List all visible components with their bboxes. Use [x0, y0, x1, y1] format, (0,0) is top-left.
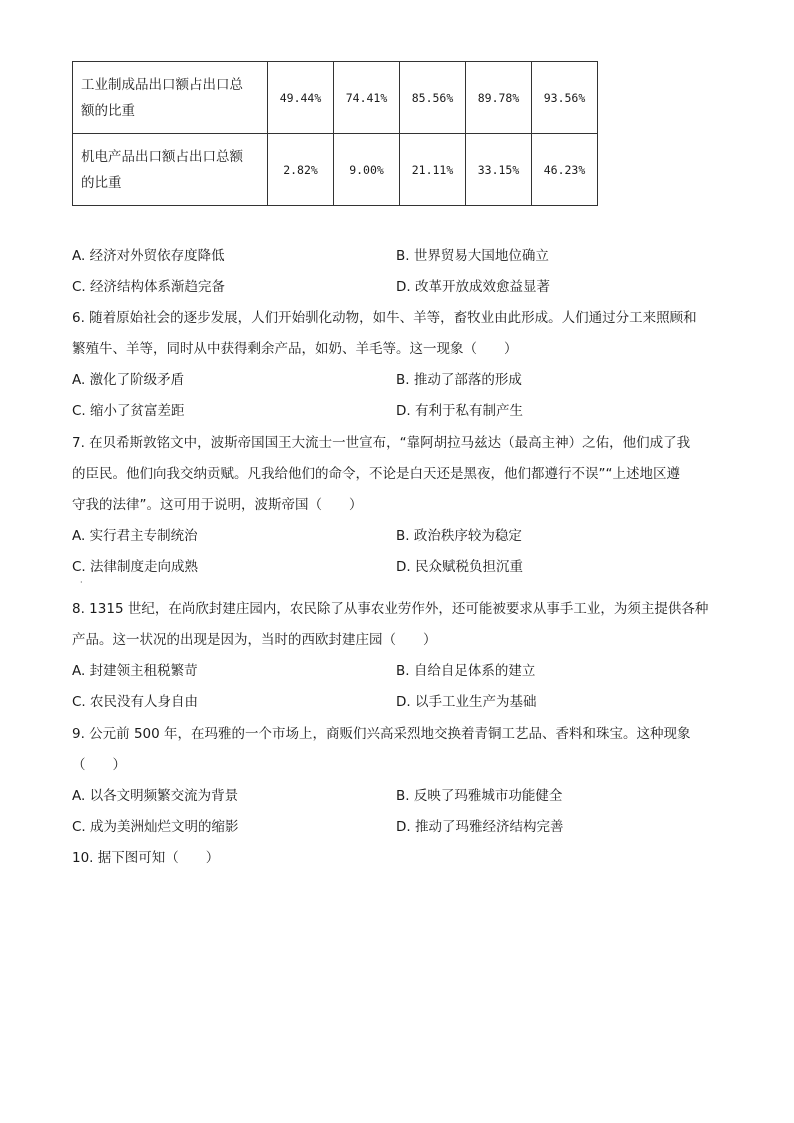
- q10-stem-line: 10. 据下图可知（ ）: [72, 850, 220, 866]
- q5-option-d[interactable]: D. 改革开放成效愈益显著: [396, 279, 550, 295]
- q9-option-c[interactable]: C. 成为美洲灿烂文明的缩影: [72, 819, 239, 835]
- q7-stem-line: 的臣民。他们向我交纳贡赋。凡我给他们的命令，不论是白天还是黑夜，他们都遵行不误”“上述地区遵: [72, 466, 680, 482]
- q5-option-a[interactable]: A. 经济对外贸依存度降低: [72, 248, 225, 264]
- q9-stem-line: 9. 公元前 500 年，在玛雅的一个市场上，商贩们兴高采烈地交换着青铜工艺品、香料和珠宝。这种现象: [72, 726, 691, 742]
- table-cell: 2.82%: [268, 134, 334, 206]
- row-label-line: 工业制成品出口额占出口总: [81, 76, 243, 93]
- row-label-line: 的比重: [81, 174, 122, 191]
- q5-option-c[interactable]: C. 经济结构体系渐趋完备: [72, 279, 226, 295]
- table-cell: 33.15%: [466, 134, 532, 206]
- q8-stem-line: 8. 1315 世纪，在尚欣封建庄园内，农民除了从事农业劳作外，还可能被要求从事手工业，为须主提供各种: [72, 601, 709, 617]
- q8-option-c[interactable]: C. 农民没有人身自由: [72, 694, 199, 710]
- table-cell: 21.11%: [400, 134, 466, 206]
- q9-option-d[interactable]: D. 推动了玛雅经济结构完善: [396, 819, 564, 835]
- row-label: [73, 62, 268, 134]
- q7-option-c[interactable]: C. 法律制度走向成熟: [72, 559, 199, 575]
- q8-option-a[interactable]: A. 封建领主租税繁苛: [72, 663, 198, 679]
- stray-dot: ·: [80, 578, 83, 587]
- table-row: [73, 134, 598, 206]
- row-label-line: 额的比重: [81, 102, 135, 119]
- table-cell: 46.23%: [532, 134, 598, 206]
- table-cell: 89.78%: [466, 62, 532, 134]
- q8-option-b[interactable]: B. 自给自足体系的建立: [396, 663, 536, 679]
- export-ratio-table: [72, 61, 598, 206]
- row-label: [73, 134, 268, 206]
- table-cell: 9.00%: [334, 134, 400, 206]
- q6-stem-line: 繁殖牛、羊等，同时从中获得剩余产品，如奶、羊毛等。这一现象（ ）: [72, 341, 518, 357]
- q6-option-a[interactable]: A. 激化了阶级矛盾: [72, 372, 185, 388]
- q9-option-b[interactable]: B. 反映了玛雅城市功能健全: [396, 788, 563, 804]
- q5-option-b[interactable]: B. 世界贸易大国地位确立: [396, 248, 549, 264]
- q6-option-c[interactable]: C. 缩小了贫富差距: [72, 403, 185, 419]
- q7-stem-line: 7. 在贝希斯敦铭文中，波斯帝国国王大流士一世宣布，“靠阿胡拉马兹达（最高主神）之佑，他们成了我: [72, 435, 691, 451]
- row-label-line: 机电产品出口额占出口总额: [81, 148, 243, 165]
- q8-stem-line: 产品。这一状况的出现是因为，当时的西欧封建庄园（ ）: [72, 632, 437, 648]
- q7-option-a[interactable]: A. 实行君主专制统治: [72, 528, 198, 544]
- q6-option-d[interactable]: D. 有利于私有制产生: [396, 403, 523, 419]
- q9-option-a[interactable]: A. 以各文明频繁交流为背景: [72, 788, 239, 804]
- q7-stem-line: 守我的法律”。这可用于说明，波斯帝国（ ）: [72, 497, 363, 513]
- q7-option-b[interactable]: B. 政治秩序较为稳定: [396, 528, 522, 544]
- table-cell: 74.41%: [334, 62, 400, 134]
- table-row: [73, 62, 598, 134]
- table-cell: 85.56%: [400, 62, 466, 134]
- q9-stem-line: （ ）: [72, 757, 126, 773]
- table-cell: 49.44%: [268, 62, 334, 134]
- q6-stem-line: 6. 随着原始社会的逐步发展，人们开始驯化动物，如牛、羊等，畜牧业由此形成。人们通过分工来照顾和: [72, 310, 697, 326]
- table-cell: 93.56%: [532, 62, 598, 134]
- q7-option-d[interactable]: D. 民众赋税负担沉重: [396, 559, 523, 575]
- q8-option-d[interactable]: D. 以手工业生产为基础: [396, 694, 537, 710]
- q6-option-b[interactable]: B. 推动了部落的形成: [396, 372, 522, 388]
